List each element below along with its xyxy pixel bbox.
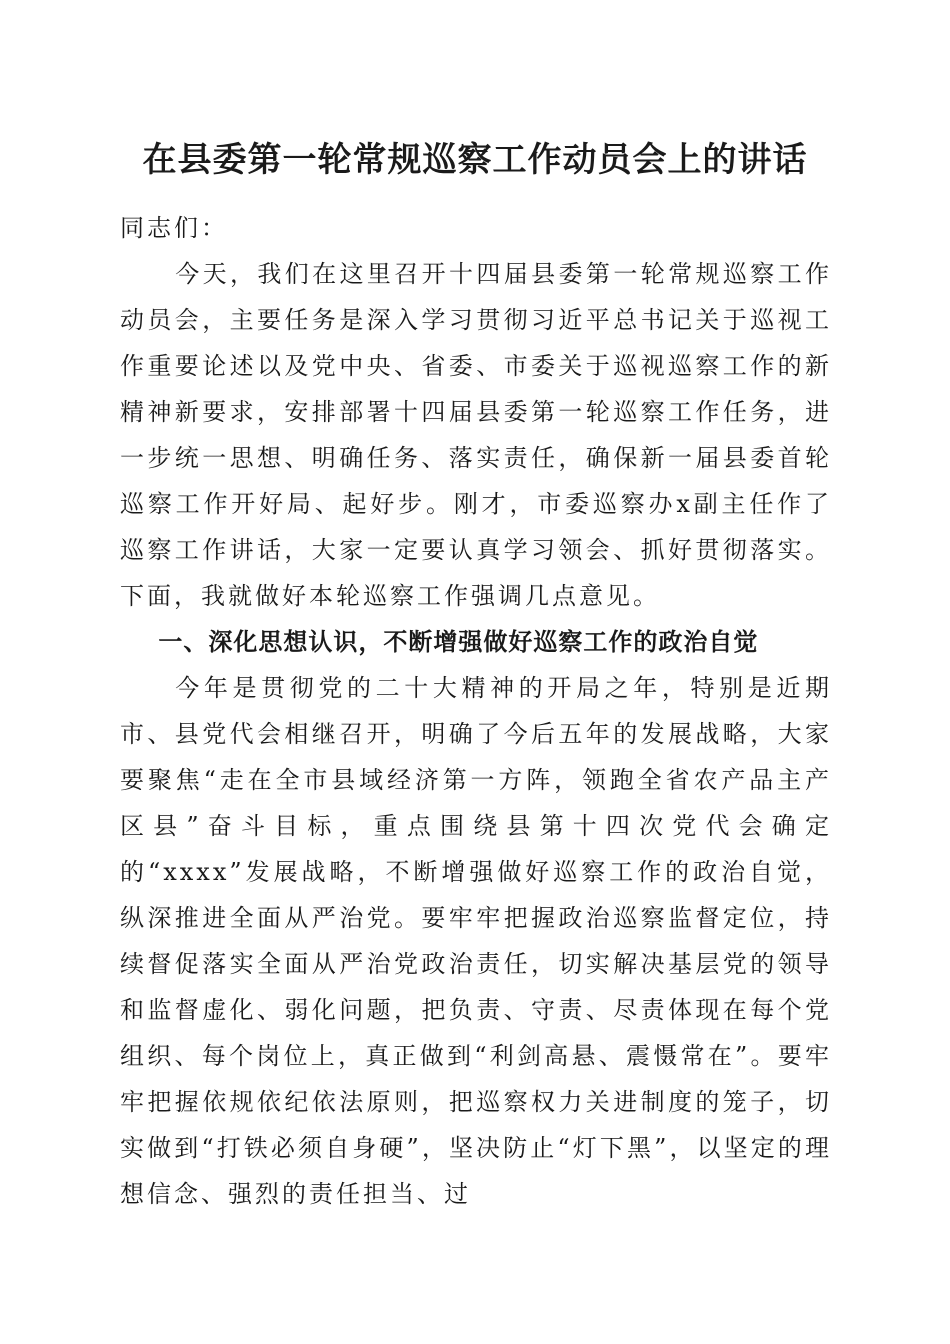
- salutation: 同志们：: [120, 214, 228, 242]
- document-title: 在县委第一轮常规巡察工作动员会上的讲话: [142, 140, 808, 180]
- opening-paragraph: 今天，我们在这里召开十四届县委第一轮常规巡察工作动员会，主要任务是深入学习贯彻习近平总书记关于巡视工作重要论述以及党中央、省委、市委关于巡视巡察工作的新精神新要求，安排部署十四届县委第一轮巡察工作任务，进一步统一思想、明确任务、落实责任，确保新一届县委首轮巡察工作开好局、起好步。刚才，市委巡察办x副主任作了巡察工作讲话，大家一定要认真学习领会、抓好贯彻落实。下面，我就做好本轮巡察工作强调几点意见。: [120, 260, 832, 610]
- section-paragraph: 今年是贯彻党的二十大精神的开局之年，特别是近期市、县党代会相继召开，明确了今后五年的发展战略，大家要聚焦“走在全市县域经济第一方阵，领跑全省农产品主产区县”奋斗目标，重点围绕县第十四次党代会确定的“xxxx”发展战略，不断增强做好巡察工作的政治自觉，纵深推进全面从严治党。要牢牢把握政治巡察监督定位，持续督促落实全面从严治党政治责任，切实解决基层党的领导和监督虚化、弱化问题，把负责、守责、尽责体现在每个党组织、每个岗位上，真正做到“利剑高悬、震慑常在”。要牢牢把握依规依纪依法原则，把巡察权力关进制度的笼子，切实做到“打铁必须自身硬”，坚决防止“灯下黑”，以坚定的理想信念、强烈的责任担当、过: [120, 674, 832, 1208]
- section-heading: 一、深化思想认识，不断增强做好巡察工作的政治自觉: [158, 628, 759, 656]
- document-body: [120, 205, 832, 1217]
